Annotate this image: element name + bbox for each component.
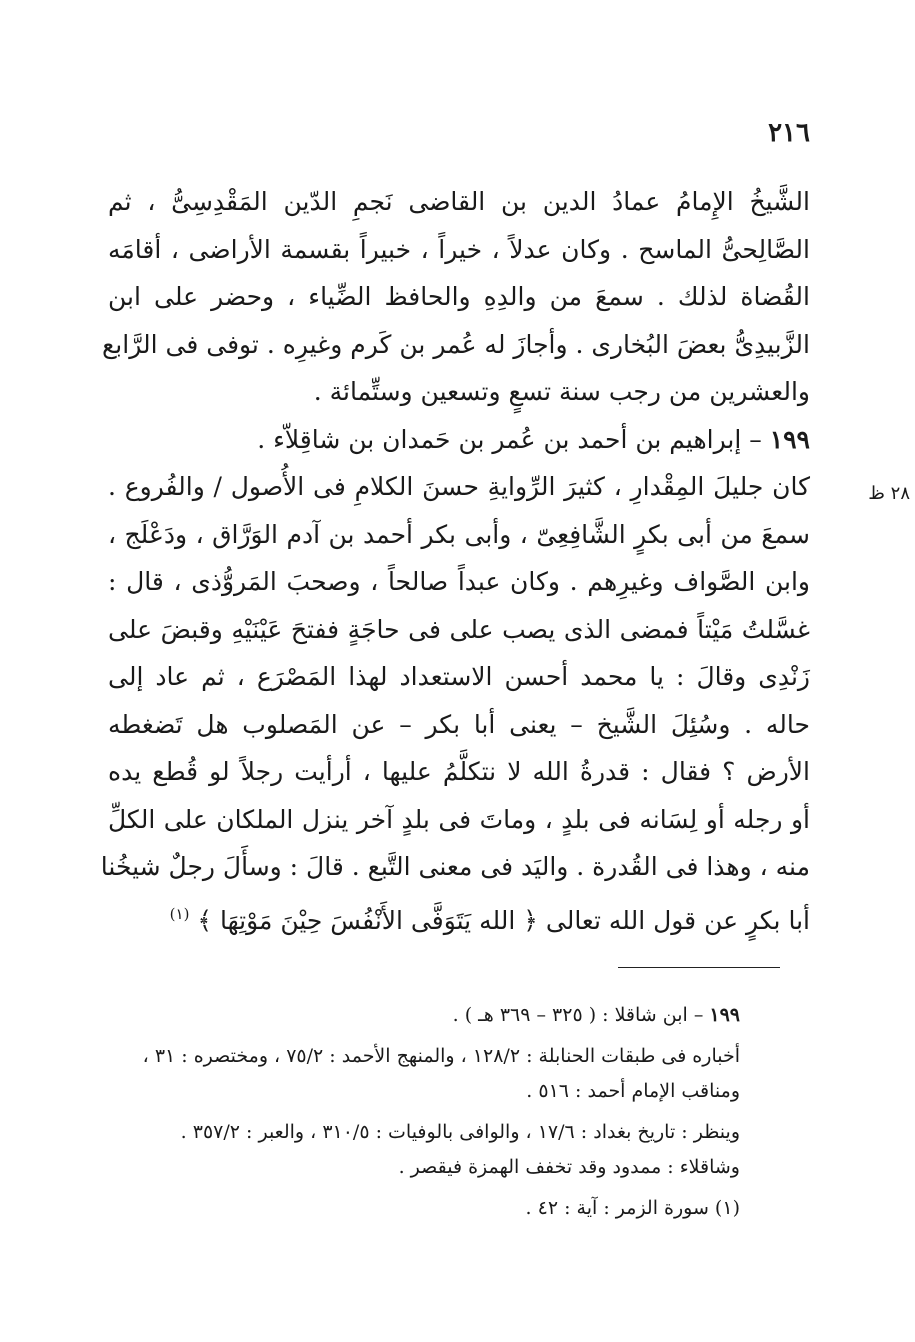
footnote-name-note: وشاقلاء : ممدود وقد تخفف الهمزة فيقصر . <box>398 1156 740 1178</box>
entry-number: ١٩٩ <box>769 424 810 454</box>
entry-heading-text: – إبراهيم بن أحمد بن عُمر بن حَمدان بن شاقِلاّء . <box>257 424 770 454</box>
text-line: الأرض ؟ فقال : قدرةُ الله لا نتكلَّمُ عليها ، أرأيت رجلاً لو قُطع يده <box>108 757 810 786</box>
page-number: ٢١٦ <box>768 118 810 148</box>
text-line: الزَّبيدِىُّ بعضَ البُخارى . وأجازَ له عُمر بن كَرم وغيرِه . توفى فى الرَّابع <box>101 329 810 359</box>
footnote-entry-number: ١٩٩ <box>709 1004 740 1026</box>
text-line: الصَّالِحىُّ الماسح . وكان عدلاً ، خيراً ، خبيراً بقسمة الأراضى ، أقامَه <box>108 234 810 264</box>
text-line: منه ، وهذا فى القُدرة . واليَد فى معنى التَّبع . قالَ : وسأَلَ رجلٌ شيخُنا <box>100 852 810 881</box>
text-line: أو رجله أو لِسَانه فى بلدٍ ، وماتَ فى بلدٍ آخر ينزل الملكان على الكلِّ <box>108 804 810 834</box>
footnotes <box>108 998 810 1226</box>
text-line: أبا بكرٍ عن قول الله تعالى ﴿ الله يَتَوَفَّى الأَنْفُسَ حِيْنَ مَوْتِهَا ﴾ <box>197 905 810 935</box>
footnote-entry: ١٩٩ – ابن شاقلا : ( ٣٢٥ – ٣٦٩ هـ ) . <box>452 1004 740 1026</box>
entry-heading <box>108 416 810 464</box>
text-line-with-footnote <box>108 891 810 939</box>
text-line: والعشرين من رجب سنة تسعٍ وتسعين وستِّمائة . <box>313 377 810 406</box>
text-line: زَنْدِى وقالَ : يا محمد أحسن الاستعداد لهذا المَصْرَع ، ثم عاد إلى <box>108 662 810 691</box>
text-line: حاله . وسُئِلَ الشَّيخ – يعنى أبا بكر – عن المَصلوب هل تَضغطه <box>108 709 810 739</box>
footnote-separator <box>618 967 780 968</box>
document-page: ٢١٦ ٢٨ ظ الشَّيخُ الإِمامُ عمادُ الدين بن القاضى نَجمِ الدّين المَقْدِسِىُّ ، ثم الصَّالِحىُّ الماسح . وكان عدلاً ، خيراً ، خبيراً بقسمة الأراضى ، أقامَه القُضاة لذلك . سمعَ من والدِهِ والحافظ الضِّياء ، وحضر على ابن الزَّبيدِىُّ بعضَ البُخارى . وأجازَ له عُمر بن كَرم وغيرِه . توفى فى الرَّابع والعشرين من رجب سنة تسعٍ وتسعين وستِّمائة . ١٩٩ – إبراهيم بن أحمد بن عُمر بن حَمدان بن شاقِلاّء . كان جليلَ المِقْدارِ ، كثيرَ الرِّوايةِ حسنَ الكلامِ فى الأُصول / والفُروع . سمعَ من أبى بكرٍ الشَّافِعِىّ ، وأبى بكر أحمد بن آدم الوَرَّاق ، ودَعْلَج ، وابن الصَّواف وغيرِهم . وكان عبداً صالحاً ، وصحبَ المَروُّذى ، قال : غسَّلتُ مَيْتاً فمضى الذى يصب على فى حاجَةٍ ففتحَ عَيْنَيْهِ وقبضَ على زَنْدِى وقالَ : يا محمد أحسن الاستعداد لهذا المَصْرَع ، ثم عاد إلى حاله . وسُئِلَ الشَّيخ – يعنى أبا بكر – عن المَصلوب هل تَضغطه الأرض ؟ فقال : قدرةُ الله لا نتكلَّمُ عليها ، أرأيت رجلاً لو قُطع يده أو رجله أو لِسَانه فى بلدٍ ، وماتَ فى بلدٍ آخر ينزل الملكان على الكلِّ منه ، وهذا فى القُدرة . واليَد فى معنى التَّبع . قالَ : وسأَلَ رجلٌ شيخُنا أبا بكرٍ عن قول الله تعالى ﴿ الله يَتَوَفَّى الأَنْفُسَ حِيْنَ مَوْتِهَا ﴾ $^{(١)}$ ١٩٩ – ابن شاقلا : ( ٣٢٥ – ٣٦٩ هـ ) . أخباره فى طبقات الحنابلة : ١٢٨/٢ ، والمنهج الأحمد : ٧٥/٢ ، ومختصره : ٣١ ، ومناقب الإمام أحمد : ٥١٦ . وينظر : تاريخ بغداد : ١٧/٦ ، والوافى بالوفيات : ٣١٠/٥ ، والعبر : ٣٥٧/٢ . وشاقلاء : ممدود وقد تخفف الهمزة فيقصر . (١) سورة الزمر : آية : ٤٢ . <box>0 0 915 1342</box>
footnote-sources-cont: ومناقب الإمام أحمد : ٥١٦ . <box>526 1080 740 1102</box>
footnote-see-also: وينظر : تاريخ بغداد : ١٧/٦ ، والوافى بالوفيات : ٣١٠/٥ ، والعبر : ٣٥٧/٢ . <box>180 1121 740 1143</box>
main-text <box>100 178 810 938</box>
footnote-quran: (١) سورة الزمر : آية : ٤٢ . <box>525 1197 740 1219</box>
text-line: كان جليلَ المِقْدارِ ، كثيرَ الرِّوايةِ حسنَ الكلامِ فى الأُصول / والفُروع . <box>108 472 810 501</box>
footnote-marker: (١) <box>169 904 190 923</box>
text-line: سمعَ من أبى بكرٍ الشَّافِعِىّ ، وأبى بكر أحمد بن آدم الوَرَّاق ، ودَعْلَج ، <box>108 519 810 549</box>
text-line: وابن الصَّواف وغيرِهم . وكان عبداً صالحاً ، وصحبَ المَروُّذى ، قال : <box>108 567 810 596</box>
text-line: القُضاة لذلك . سمعَ من والدِهِ والحافظ الضِّياء ، وحضر على ابن <box>108 282 810 311</box>
text-line: الشَّيخُ الإِمامُ عمادُ الدين بن القاضى نَجمِ الدّين المَقْدِسِىُّ ، ثم <box>108 187 810 216</box>
text-line: غسَّلتُ مَيْتاً فمضى الذى يصب على فى حاجَةٍ ففتحَ عَيْنَيْهِ وقبضَ على <box>108 614 810 644</box>
footnote-sources: أخباره فى طبقات الحنابلة : ١٢٨/٢ ، والمنهج الأحمد : ٧٥/٢ ، ومختصره : ٣١ ، <box>142 1045 740 1067</box>
